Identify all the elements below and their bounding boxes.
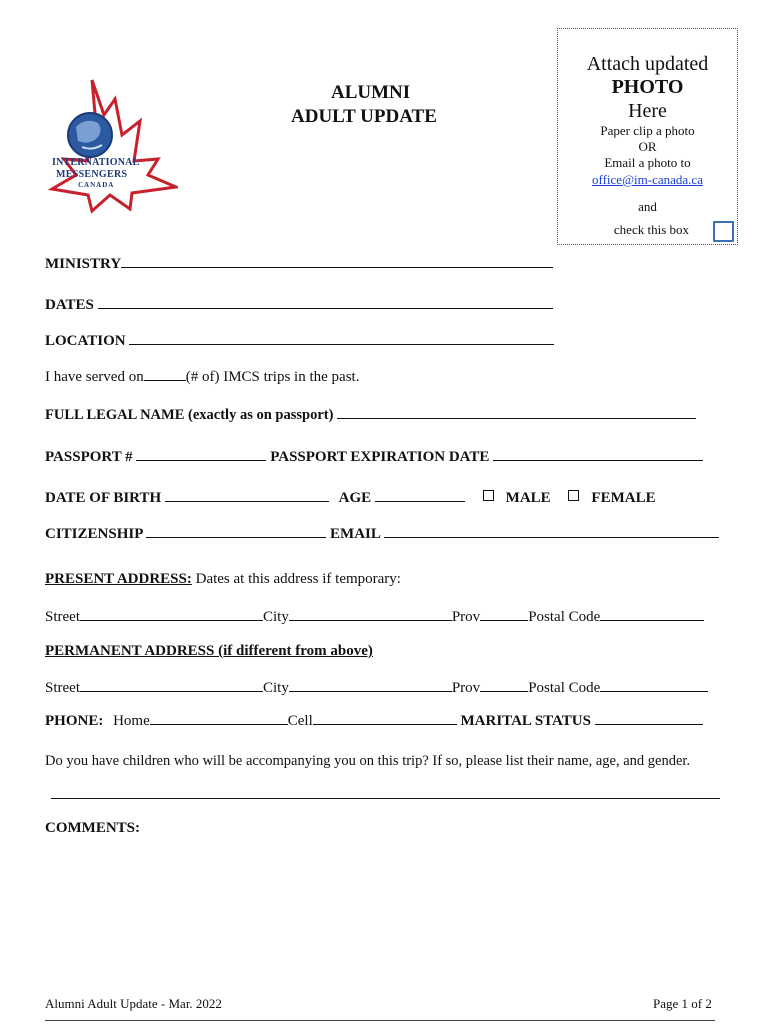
photo-line5: OR bbox=[638, 139, 657, 154]
logo-text-line2: MESSENGERS bbox=[56, 169, 128, 180]
permanent-street-input-line[interactable] bbox=[80, 678, 263, 692]
present-city-label: City bbox=[263, 609, 289, 625]
passport-exp-input-line[interactable] bbox=[493, 447, 703, 461]
footer-page-number: Page 1 of 2 bbox=[653, 996, 712, 1011]
marital-status-input-line[interactable] bbox=[595, 711, 703, 725]
present-street-input-line[interactable] bbox=[80, 607, 263, 621]
dob-row bbox=[45, 488, 656, 507]
female-label: FEMALE bbox=[591, 490, 656, 506]
page-title-line2: ADULT UPDATE bbox=[291, 106, 437, 127]
present-address-note: Dates at this address if temporary: bbox=[195, 571, 401, 587]
phone-home-input-line[interactable] bbox=[150, 711, 288, 725]
ministry-input-line[interactable] bbox=[121, 254, 553, 268]
children-question: Do you have children who will be accompanying you on this trip? If so, please list their name, age, and gender. bbox=[45, 753, 691, 769]
photo-line2: PHOTO bbox=[611, 76, 684, 98]
location-input-line[interactable] bbox=[129, 331, 554, 345]
permanent-city-input-line[interactable] bbox=[289, 678, 452, 692]
passport-exp-label: PASSPORT EXPIRATION DATE bbox=[270, 449, 490, 465]
passport-label: PASSPORT # bbox=[45, 449, 133, 465]
children-answer-line[interactable] bbox=[51, 798, 720, 799]
dob-label: DATE OF BIRTH bbox=[45, 490, 162, 506]
trips-count-input-line[interactable] bbox=[144, 367, 186, 381]
location-row bbox=[45, 331, 554, 350]
phone-cell-label: Cell bbox=[287, 713, 313, 729]
permanent-postal-input-line[interactable] bbox=[600, 678, 708, 692]
permanent-prov-label: Prov bbox=[451, 680, 481, 696]
female-checkbox[interactable] bbox=[568, 490, 579, 501]
comments-label: COMMENTS: bbox=[45, 820, 140, 836]
phone-cell-input-line[interactable] bbox=[313, 711, 457, 725]
footer-rule bbox=[45, 1020, 715, 1021]
age-input-line[interactable] bbox=[375, 488, 465, 502]
ministry-label: MINISTRY bbox=[45, 256, 122, 272]
served-text-post: (# of) IMCS trips in the past. bbox=[185, 369, 360, 385]
photo-line8: check this box bbox=[613, 222, 689, 237]
dates-row bbox=[45, 295, 553, 314]
passport-input-line[interactable] bbox=[136, 447, 266, 461]
marital-status-label: MARITAL STATUS bbox=[460, 713, 591, 729]
permanent-postal-label: Postal Code bbox=[528, 680, 601, 696]
comments-area[interactable] bbox=[45, 845, 720, 985]
full-name-row bbox=[45, 405, 696, 424]
passport-row bbox=[45, 447, 703, 466]
photo-line4: Paper clip a photo bbox=[600, 123, 695, 138]
full-name-label: FULL LEGAL NAME (exactly as on passport) bbox=[45, 407, 334, 423]
dates-input-line[interactable] bbox=[98, 295, 553, 309]
permanent-address-heading-row bbox=[45, 643, 373, 660]
served-text-pre: I have served on bbox=[45, 369, 144, 385]
location-label: LOCATION bbox=[45, 333, 126, 349]
present-prov-label: Prov bbox=[451, 609, 481, 625]
email-input-line[interactable] bbox=[384, 524, 719, 538]
present-address-heading: PRESENT ADDRESS: bbox=[45, 571, 192, 587]
phone-row bbox=[45, 711, 703, 730]
photo-attach-box bbox=[557, 28, 738, 245]
permanent-address-heading: PERMANENT ADDRESS (if different from above) bbox=[45, 643, 373, 659]
photo-emailed-checkbox[interactable] bbox=[713, 221, 734, 242]
photo-line1: Attach updated bbox=[586, 53, 709, 75]
permanent-street-label: Street bbox=[45, 680, 80, 696]
dates-label: DATES bbox=[45, 297, 94, 313]
present-address-heading-row bbox=[45, 571, 401, 588]
male-checkbox[interactable] bbox=[483, 490, 494, 501]
email-label: EMAIL bbox=[330, 526, 381, 542]
office-email-link[interactable]: office@im-canada.ca bbox=[592, 172, 703, 187]
page-title-line1: ALUMNI bbox=[331, 82, 411, 103]
photo-line6: Email a photo to bbox=[604, 155, 691, 170]
present-prov-input-line[interactable] bbox=[480, 607, 528, 621]
photo-line7: and bbox=[638, 199, 657, 214]
logo-text-line3: CANADA bbox=[78, 181, 115, 189]
permanent-address-row bbox=[45, 678, 708, 697]
organization-logo bbox=[48, 75, 178, 215]
permanent-prov-input-line[interactable] bbox=[480, 678, 528, 692]
citizenship-input-line[interactable] bbox=[146, 524, 326, 538]
permanent-city-label: City bbox=[263, 680, 289, 696]
dob-input-line[interactable] bbox=[165, 488, 329, 502]
age-label: AGE bbox=[338, 490, 372, 506]
citizenship-label: CITIZENSHIP bbox=[45, 526, 143, 542]
full-name-input-line[interactable] bbox=[337, 405, 696, 419]
phone-home-label: Home bbox=[113, 713, 150, 729]
present-address-row bbox=[45, 607, 704, 626]
present-city-input-line[interactable] bbox=[289, 607, 452, 621]
ministry-row bbox=[45, 254, 553, 273]
present-street-label: Street bbox=[45, 609, 80, 625]
trips-served-row bbox=[45, 367, 359, 386]
present-postal-label: Postal Code bbox=[528, 609, 601, 625]
male-label: MALE bbox=[505, 490, 551, 506]
photo-line3: Here bbox=[628, 100, 667, 122]
footer-left-text: Alumni Adult Update - Mar. 2022 bbox=[45, 996, 222, 1011]
phone-label: PHONE: bbox=[45, 713, 104, 729]
maple-leaf-globe-icon bbox=[48, 75, 178, 215]
present-postal-input-line[interactable] bbox=[600, 607, 704, 621]
logo-text-line1: INTERNATIONAL bbox=[52, 157, 140, 168]
citizenship-row bbox=[45, 524, 719, 543]
